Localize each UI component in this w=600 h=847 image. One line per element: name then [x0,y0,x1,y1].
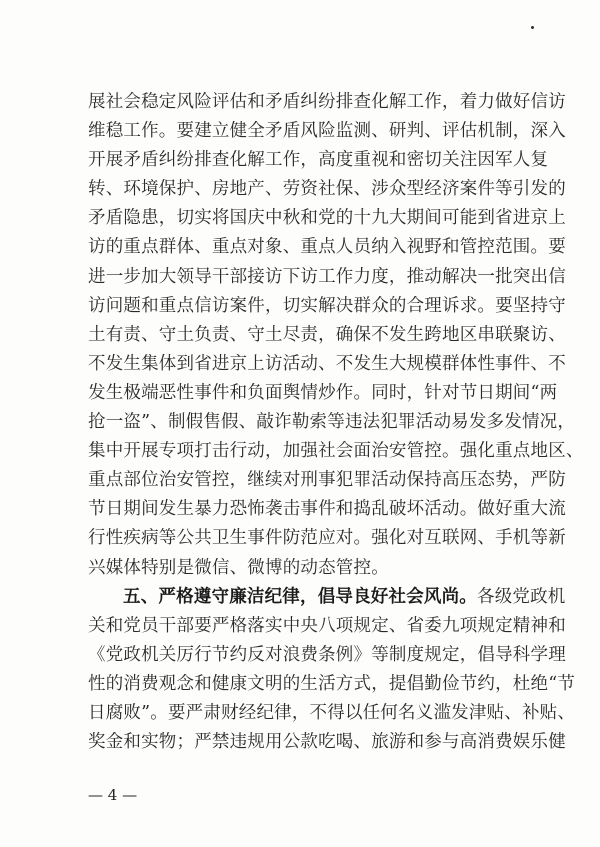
body-line: 访问题和重点信访案件，切实解决群众的合理诉求。要坚持守 [88,295,566,316]
body-line: 访的重点群体、重点对象、重点人员纳入视野和管控范围。要 [88,237,566,258]
body-line: 矛盾隐患，切实将国庆中秋和党的十九大期间可能到省进京上 [88,208,566,229]
body-text-run: 各级党政机 [477,586,566,607]
body-line: 《党政机关厉行节约反对浪费条例》等制度规定，倡导科学理 [88,644,566,665]
scan-speck [531,26,534,29]
body-line: 集中开展专项打击行动，加强社会面治安管控。强化重点地区、 [88,441,584,462]
body-line: 关和党员干部要严格落实中央八项规定、省委九项规定精神和 [88,615,566,636]
body-line: 抢一盗”、制假售假、敲诈勒索等违法犯罪活动易发多发情况， [88,412,576,433]
body-line: 不发生集体到省进京上访活动、不发生大规模群体性事件、不 [88,353,566,374]
body-line: 性的消费观念和健康文明的生活方式，提倡勤俭节约，杜绝“节 [88,673,576,694]
body-line: 重点部位治安管控，继续对刑事犯罪活动保持高压态势，严防 [88,470,566,491]
body-line: 发生极端恶性事件和负面舆情炒作。同时，针对节日期间“两 [88,382,558,403]
body-line: 维稳工作。要建立健全矛盾风险监测、研判、评估机制，深入 [88,121,566,142]
body-line: 土有责、守土负责、守土尽责，确保不发生跨地区串联聚访、 [88,324,566,345]
page-number: — 4 — [88,786,138,804]
body-line: 展社会稳定风险评估和矛盾纠纷排查化解工作，着力做好信访 [88,92,566,112]
section-heading: 五、严格遵守廉洁纪律，倡导良好社会风尚。 [123,586,477,607]
body-line: 节日期间发生暴力恐怖袭击事件和捣乱破坏活动。做好重大流 [88,499,566,520]
body-line: 日腐败”。要严肃财经纪律，不得以任何名义滥发津贴、补贴、 [88,702,576,723]
body-line: 转、环境保护、房地产、劳资社保、涉众型经济案件等引发的 [88,179,566,200]
body-line: 行性疾病等公共卫生事件防范应对。强化对互联网、手机等新 [88,528,566,549]
document-body [88,88,584,757]
section-heading-line [88,583,566,612]
body-line: 兴媒体特别是微信、微博的动态管控。 [88,557,389,578]
body-line: 进一步加大领导干部接访下访工作力度，推动解决一批突出信 [88,266,566,287]
body-line: 奖金和实物；严禁违规用公款吃喝、旅游和参与高消费娱乐健 [88,732,566,753]
body-line: 开展矛盾纠纷排查化解工作，高度重视和密切关注因军人复 [88,150,549,171]
